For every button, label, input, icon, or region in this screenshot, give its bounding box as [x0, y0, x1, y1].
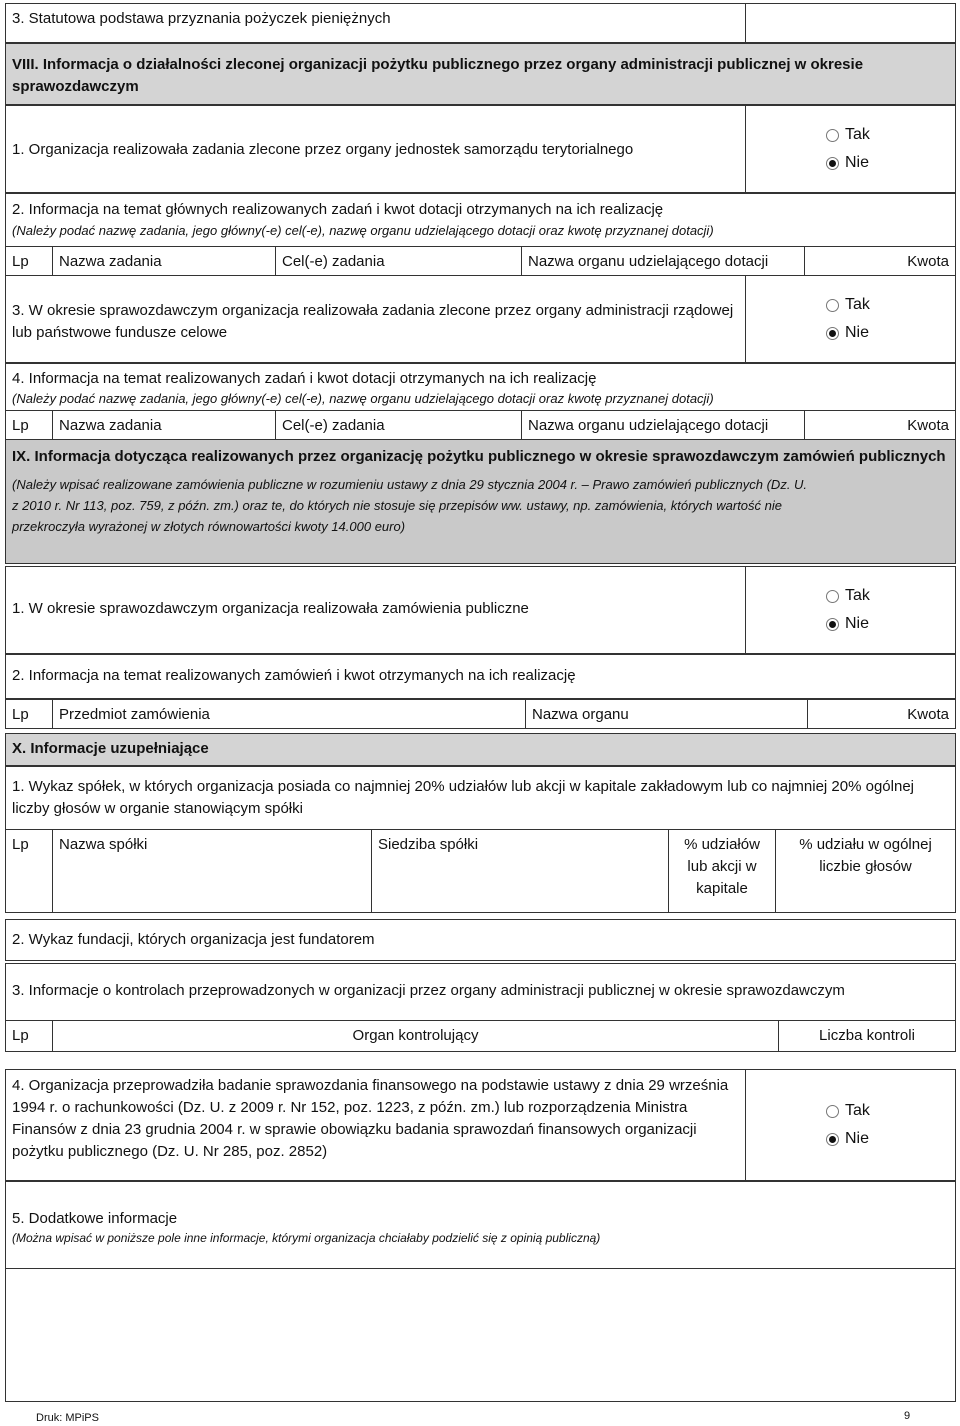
question-x-1: 1. Wykaz spółek, w których organizacja posiada co najmniej 20% udziałów lub akcji w kapitale zakładowym lub co najmniej 20% ogólnej liczby głosów w organie stanowiącym spółki — [5, 766, 956, 830]
radio-option-no[interactable]: Nie — [826, 319, 949, 347]
statutory-basis-label: 3. Statutowa podstawa przyznania pożyczek pieniężnych — [5, 3, 746, 43]
radio-group-x-4[interactable] — [745, 1069, 956, 1181]
radio-unchecked-icon[interactable] — [826, 590, 839, 603]
question-ix-2: 2. Informacja na temat realizowanych zamówień i kwot otrzymanych na ich realizację — [5, 654, 956, 699]
section-x-header: X. Informacje uzupełniające — [5, 733, 956, 766]
radio-unchecked-icon[interactable] — [826, 1105, 839, 1118]
orders-col-subject: Przedmiot zamówienia — [52, 699, 526, 729]
tasks-col-organ: Nazwa organu udzielającego dotacji — [521, 246, 805, 276]
controls-col-lp: Lp — [5, 1020, 53, 1052]
radio-unchecked-icon[interactable] — [826, 129, 839, 142]
footer-page-number: 9 — [904, 1410, 911, 1422]
section-viii-header: VIII. Informacja o działalności zleconej organizacji pożytku publicznego przez organy administracji publicznej w okresie sprawozdawczym — [5, 43, 956, 105]
tasks-col-goal: Cel(-e) zadania — [275, 246, 522, 276]
tasks-col-name: Nazwa zadania — [52, 246, 276, 276]
radio-checked-icon[interactable] — [826, 327, 839, 340]
radio-option-yes[interactable]: Tak — [826, 121, 949, 149]
companies-col-votes: % udziału w ogólnej liczbie głosów — [775, 829, 956, 913]
tasks-col-lp: Lp — [5, 246, 53, 276]
question-ix-1: 1. W okresie sprawozdawczym organizacja realizowała zamówienia publiczne — [5, 566, 746, 654]
tasks-col-name: Nazwa zadania — [52, 410, 276, 440]
question-viii-4: 4. Informacja na temat realizowanych zadań i kwot dotacji otrzymanych na ich realizację (Należy podać nazwę zadania, jego główny(-e) cel(-e), nazwę organu udzielającego dotacji oraz kwotę przyznanej dotacji) — [5, 363, 956, 411]
question-viii-1: 1. Organizacja realizowała zadania zlecone przez organy jednostek samorządu terytorialnego — [5, 105, 746, 193]
orders-col-amount: Kwota — [807, 699, 956, 729]
radio-option-yes[interactable]: Tak — [826, 291, 949, 319]
companies-col-lp: Lp — [5, 829, 53, 913]
radio-checked-icon[interactable] — [826, 157, 839, 170]
additional-info-field[interactable] — [5, 1268, 956, 1402]
companies-col-seat: Siedziba spółki — [371, 829, 669, 913]
companies-col-shares: % udziałów lub akcji w kapitale — [668, 829, 776, 913]
statutory-basis-field[interactable] — [745, 3, 956, 43]
radio-option-no[interactable]: Nie — [826, 610, 949, 638]
footer-print-label: Druk: MPiPS — [36, 1412, 99, 1424]
radio-unchecked-icon[interactable] — [826, 299, 839, 312]
tasks-col-organ: Nazwa organu udzielającego dotacji — [521, 410, 805, 440]
radio-group-viii-3[interactable] — [745, 275, 956, 363]
question-x-4: 4. Organizacja przeprowadziła badanie sprawozdania finansowego na podstawie ustawy z dnia 29 września 1994 r. o rachunkowości (Dz. U. z 2009 r. Nr 152, poz. 1223, z późn. zm.) lub rozporządzenia Ministra Finansów z dnia 23 grudnia 2004 r. w sprawie obowiązku badania sprawozdań finansowych organizacji pożytku publicznego (Dz. U. Nr 285, poz. 2852) — [5, 1069, 746, 1181]
radio-option-no[interactable]: Nie — [826, 149, 949, 177]
radio-option-yes[interactable]: Tak — [826, 582, 949, 610]
companies-col-name: Nazwa spółki — [52, 829, 372, 913]
section-ix-header: IX. Informacja dotycząca realizowanych przez organizację pożytku publicznego w okresie sprawozdawczym zamówień publicznych (Należy wpisać realizowane zamówienia publiczne w rozumieniu ustawy z dnia 29 stycznia 2004 r. – Prawo zamówień publicznych (Dz. U. z 2010 r. Nr 113, poz. 759, z późn. zm.) oraz te, do których nie stosuje się przepisów ww. ustawy, np. zamówienia, których wartość nie przekroczyła wyrażonej w złotych równowartości kwoty 14.000 euro) — [5, 439, 956, 564]
question-x-3: 3. Informacje o kontrolach przeprowadzonych w organizacji przez organy administracji publicznej w okresie sprawozdawczym — [5, 963, 956, 1021]
radio-checked-icon[interactable] — [826, 618, 839, 631]
controls-col-organ: Organ kontrolujący — [52, 1020, 779, 1052]
tasks-col-lp: Lp — [5, 410, 53, 440]
tasks-col-goal: Cel(-e) zadania — [275, 410, 522, 440]
orders-col-lp: Lp — [5, 699, 53, 729]
tasks-col-amount: Kwota — [804, 246, 956, 276]
radio-checked-icon[interactable] — [826, 1133, 839, 1146]
radio-group-viii-1[interactable] — [745, 105, 956, 193]
question-viii-3: 3. W okresie sprawozdawczym organizacja realizowała zadania zlecone przez organy administracji rządowej lub państwowe fundusze celowe — [5, 275, 746, 363]
orders-col-organ: Nazwa organu — [525, 699, 808, 729]
question-x-5: 5. Dodatkowe informacje (Można wpisać w poniższe pole inne informacje, którymi organizacja chciałaby podzielić się z opinią publiczną) — [5, 1181, 956, 1269]
controls-col-count: Liczba kontroli — [778, 1020, 956, 1052]
radio-group-ix-1[interactable] — [745, 566, 956, 654]
radio-option-no[interactable]: Nie — [826, 1125, 949, 1153]
radio-option-yes[interactable]: Tak — [826, 1097, 949, 1125]
question-x-2: 2. Wykaz fundacji, których organizacja jest fundatorem — [5, 919, 956, 961]
tasks-col-amount: Kwota — [804, 410, 956, 440]
question-viii-2: 2. Informacja na temat głównych realizowanych zadań i kwot dotacji otrzymanych na ich realizację (Należy podać nazwę zadania, jego główny(-e) cel(-e), nazwę organu udzielającego dotacji oraz kwotę przyznanej dotacji) — [5, 193, 956, 247]
